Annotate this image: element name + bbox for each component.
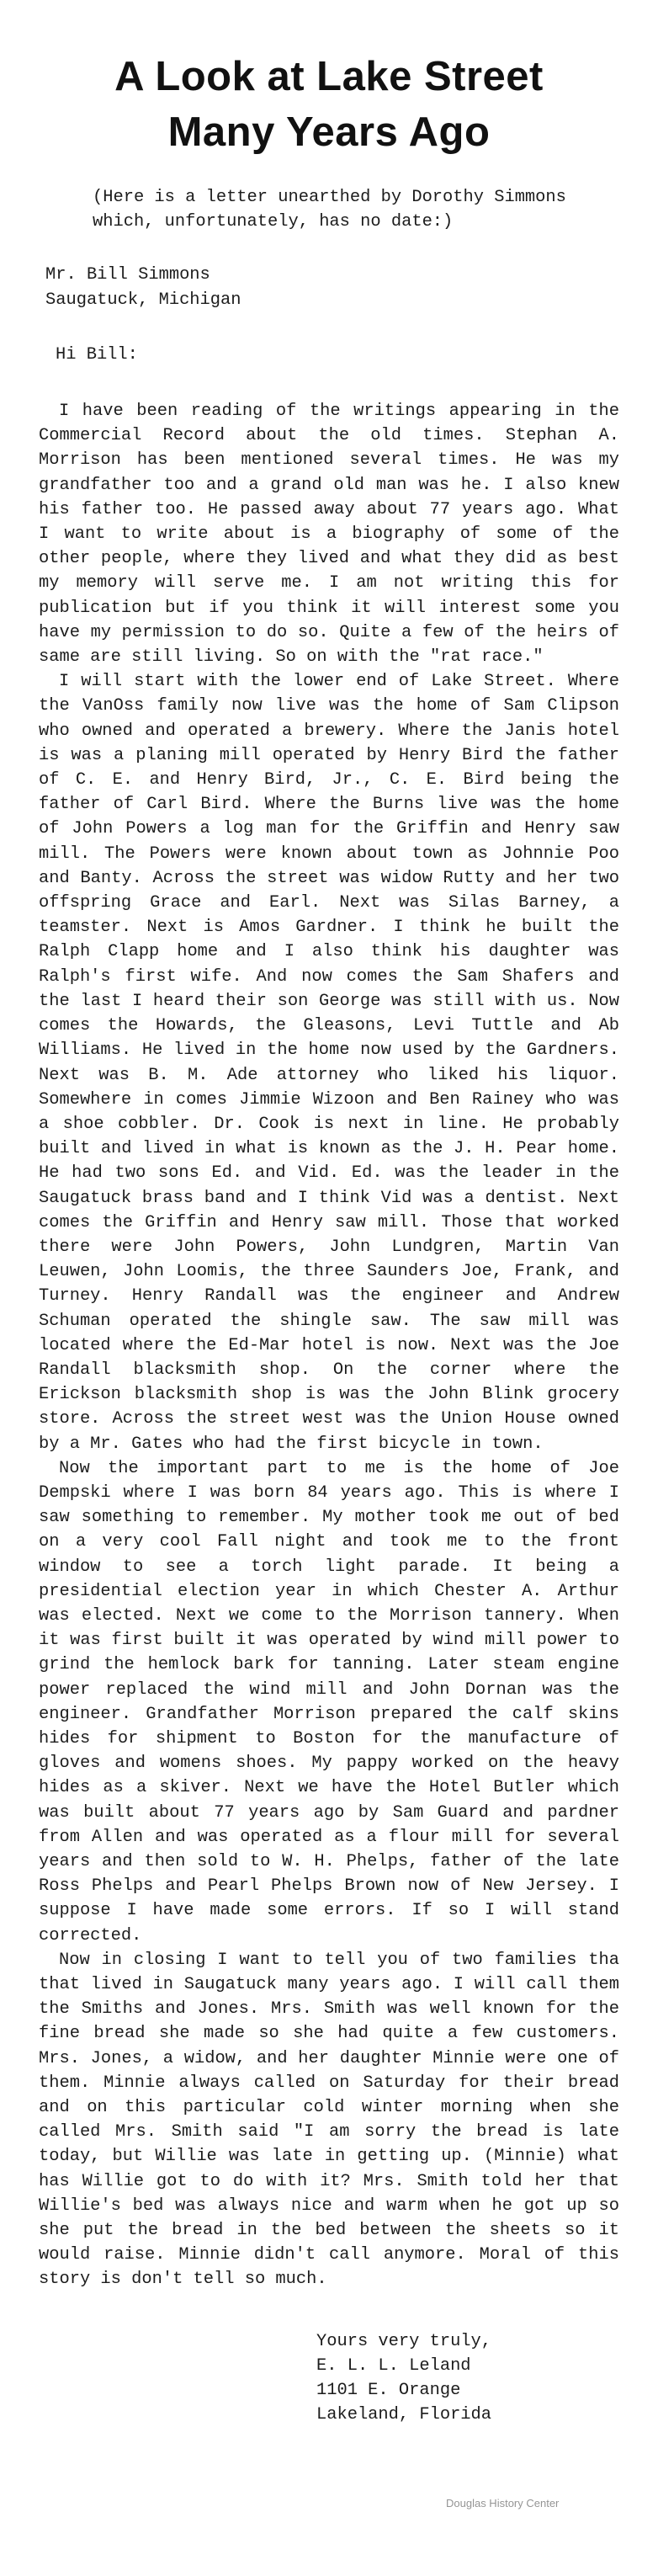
article-title	[39, 49, 619, 160]
paragraph-4: Now in closing I want to tell you of two families tha that lived in Saugatuck many years ago. I will call them the Smiths and Jones. Mrs. Smith was well known for the fine bread she made so she had quite a few customers. Mrs. Jones, a widow, and her daughter Minnie were one of them. Minnie always called on Saturday for their bread and on this particular cold winter morning when she called Mrs. Smith said "I am sorry the bread is late today, but Willie was late in getting up. (Minnie) what has Willie got to do with it? Mrs. Smith told her that Willie's bed was always nice and warm when he got up so she put the bread in the bed between the sheets so it would raise. Minnie didn't call anymore. Moral of this story is don't tell so much.	[39, 1950, 619, 2290]
signer-name: E. L. L. Leland	[316, 2355, 471, 2376]
title-line-1: A Look at Lake Street	[114, 54, 544, 99]
paragraph-1: I have been reading of the writings appearing in the Commercial Record about the old times. Stephan A. Morrison has been mentioned several times. He was my grandfather too and a grand old man was he. I also knew his father too. He passed away about 77 years ago. What I want to write about is a biography of some of the other people, where they lived and what they did as best my memory will serve me. I am not writing this for publication but if you think it will interest some you have my permission to do so. Quite a few of the heirs of same are still living. So on with the "rat race."	[39, 402, 619, 668]
letter-body	[39, 399, 619, 2292]
editor-note: (Here is a letter unearthed by Dorothy Simmons which, unfortunately, has no date:)	[93, 188, 566, 232]
valediction: Yours very truly,	[316, 2331, 492, 2351]
paragraph-2: I will start with the lower end of Lake Street. Where the VanOss family now live was the home of Sam Clipson who owned and operated a brewery. Where the Janis hotel is was a planing mill operated by Henry Bird the father of C. E. and Henry Bird, Jr., C. E. Bird being the father of Carl Bird. Where the Burns live was the home of John Powers a log man for the Griffin and Henry saw mill. The Powers were known about town as Johnnie Poo and Banty. Across the street was widow Rutty and her two offspring Grace and Earl. Next was Silas Barney, a teamster. Next is Amos Gardner. I think he built the Ralph Clapp home and I also think his daughter was Ralph's first wife. And now comes the Sam Shafers and the last I heard their son George was still with us. Now comes the Howards, the Gleasons, Levi Tuttle and Ab Williams. He lived in the home now used by the Gardners. Next was B. M. Ade attorney who liked his liquor. Somewhere in comes Jimmie Wizoon and Ben Rainey who was a shoe cobbler. Dr. Cook is next in line. He probably built and lived in what is known as the J. H. Pear home. He had two sons Ed. and Vid. Ed. was the leader in the Saugatuck brass band and I think Vid was a dentist. Next comes the Griffin and Henry saw mill. Those that worked there were John Powers, John Lundgren, Martin Van Leuwen, John Loomis, the three Saunders Joe, Frank, and Turney. Henry Randall was the engineer and Andrew Schuman operated the shingle saw. The saw mill was located where the Ed-Mar hotel is now. Next was the Joe Randall blacksmith shop. On the corner where the Erickson blacksmith shop is was the John Blink grocery store. Across the street west was the Union House owned by a Mr. Gates who had the first bicycle in town.	[39, 672, 619, 1454]
signer-street: 1101 E. Orange	[316, 2381, 461, 2401]
recipient-name: Mr. Bill Simmons	[45, 265, 210, 285]
watermark-text: Douglas History Center	[446, 2497, 560, 2509]
recipient-address	[45, 263, 619, 311]
paragraph-3: Now the important part to me is the home of Joe Dempski where I was born 84 years ago. This is where I saw something to remember. My mother took me out of bed on a very cool Fall night and took me to the front window to see a torch light parade. It being a presidential election year in which Chester A. Arthur was elected. Next we come to the Morrison tannery. When it was first built it was operated by wind mill power to grind the hemlock bark for tanning. Later steam engine power replaced the wind mill and John Dornan was the engineer. Grandfather Morrison prepared the calf skins hides for shipment to Boston for the manufacture of gloves and womens shoes. My pappy worked on the heavy hides as a skiver. Next we have the Hotel Butler which was built about 77 years ago by Sam Guard and pardner from Allen and was operated as a flour mill for several years and then sold to W. H. Phelps, father of the late Ross Phelps and Pearl Phelps Brown now of New Jersey. I suppose I have made some errors. If so I will stand corrected.	[39, 1458, 619, 1945]
signature-block	[316, 2329, 636, 2428]
salutation: Hi Bill:	[56, 344, 138, 365]
recipient-city: Saugatuck, Michigan	[45, 290, 241, 310]
signer-city: Lakeland, Florida	[316, 2405, 492, 2425]
title-line-2: Many Years Ago	[167, 109, 491, 155]
